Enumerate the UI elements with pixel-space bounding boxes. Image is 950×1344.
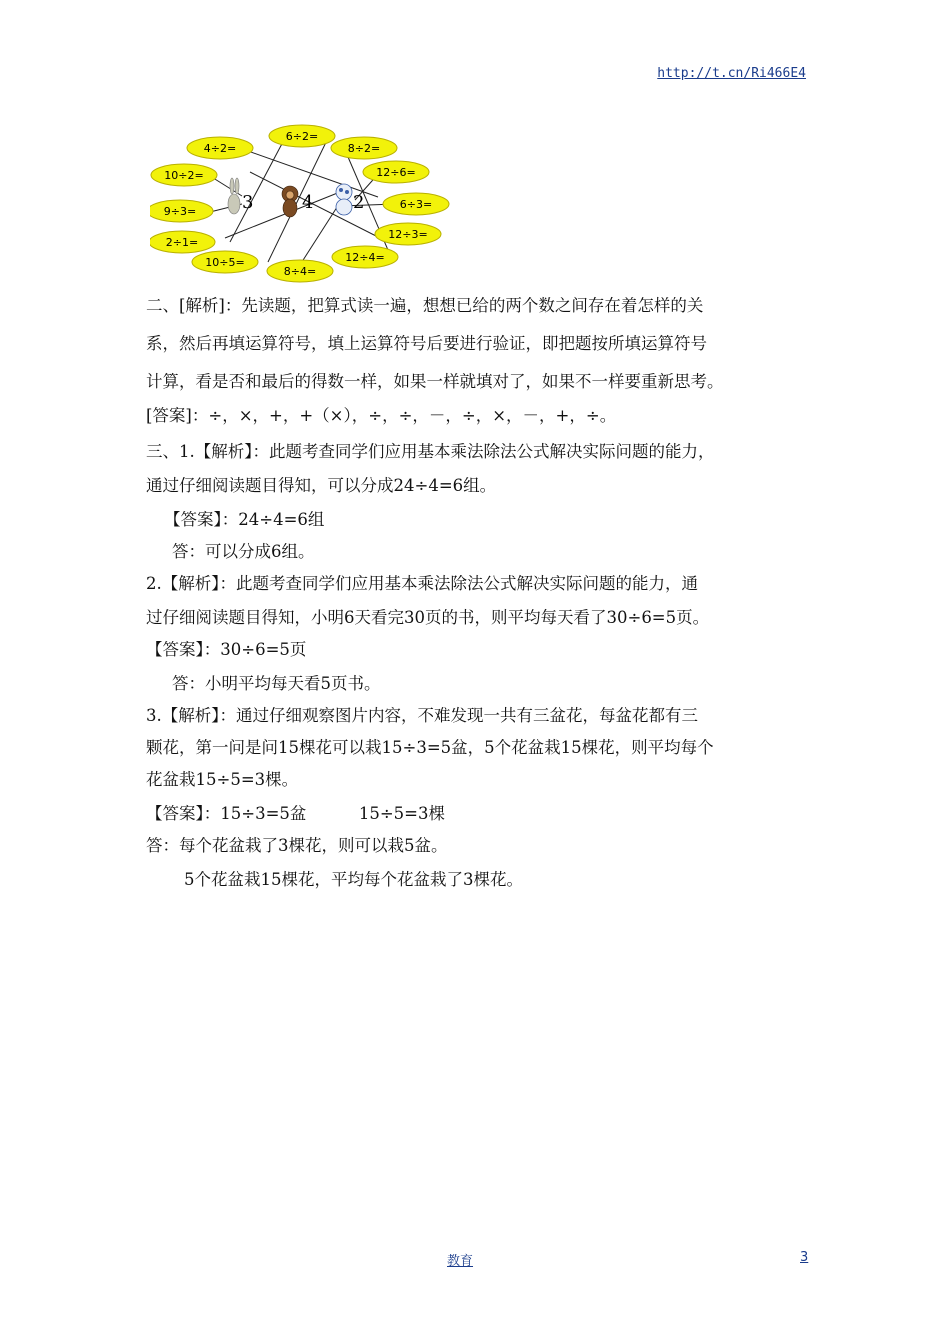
center-number-right: 2 [353, 192, 365, 213]
dog-icon [336, 184, 352, 215]
oval-group [150, 125, 449, 282]
page-number[interactable]: 3 [800, 1250, 809, 1265]
text-line: [答案]：÷，×，+，+（×），÷，÷，－，÷，×，－，+，÷。 [146, 406, 617, 425]
answer-line: 【答案】：15÷3=5盆 15÷5=3棵 [146, 804, 445, 823]
oval-item [150, 200, 213, 222]
oval-item [192, 251, 258, 273]
monkey-icon [282, 186, 298, 217]
oval-label: 6÷3= [399, 198, 433, 211]
oval-label: 9÷3= [163, 205, 197, 218]
text-line: 计算，看是否和最后的得数一样，如果一样就填对了，如果不一样要重新思考。 [146, 372, 724, 391]
matching-diagram [150, 122, 470, 290]
center-number-middle: 4 [302, 192, 314, 213]
oval-label: 12÷6= [376, 166, 416, 179]
text-line: 系，然后再填运算符号，填上运算符号后要进行验证，即把题按所填运算符号 [146, 334, 707, 353]
text-line: 颗花，第一问是问15棵花可以栽15÷3=5盆，5个花盆栽15棵花，则平均每个 [146, 738, 714, 757]
text-line: 二、[解析]：先读题，把算式读一遍，想想已给的两个数之间存在着怎样的关 [146, 296, 704, 315]
oval-item [332, 246, 398, 268]
text-line: 2.【解析】：此题考查同学们应用基本乘法除法公式解决实际问题的能力，通 [146, 574, 698, 593]
oval-item [150, 231, 215, 253]
oval-label: 12÷3= [388, 228, 428, 241]
oval-item [375, 223, 441, 245]
oval-label: 10÷5= [205, 256, 245, 269]
oval-label: 10÷2= [164, 169, 204, 182]
text-line: 通过仔细阅读题目得知，可以分成24÷4=6组。 [146, 476, 497, 495]
oval-label: 8÷2= [347, 142, 381, 155]
oval-label: 8÷4= [283, 265, 317, 278]
reply-line: 答：小明平均每天看5页书。 [172, 674, 381, 693]
text-line: 3.【解析】：通过仔细观察图片内容，不难发现一共有三盆花，每盆花都有三 [146, 706, 698, 725]
oval-item [383, 193, 449, 215]
oval-item [269, 125, 335, 147]
reply-line: 答：可以分成6组。 [172, 542, 315, 561]
oval-label: 2÷1= [165, 236, 199, 249]
oval-item [151, 164, 217, 186]
oval-item [187, 137, 253, 159]
text-line: 花盆栽15÷5=3棵。 [146, 770, 299, 789]
text-line: 过仔细阅读题目得知，小明6天看完30页的书，则平均每天看了30÷6=5页。 [146, 608, 710, 627]
oval-label: 12÷4= [345, 251, 385, 264]
footer-link[interactable]: 教育 [447, 1254, 474, 1269]
reply-line: 答：每个花盆栽了3棵花，则可以栽5盆。 [146, 836, 448, 855]
text-line: 三、1.【解析】：此题考查同学们应用基本乘法除法公式解决实际问题的能力， [146, 442, 715, 461]
header-link[interactable]: http://t.cn/Ri466E4 [657, 66, 806, 81]
reply-line: 5个花盆栽15棵花，平均每个花盆栽了3棵花。 [184, 870, 523, 889]
oval-label: 6÷2= [285, 130, 319, 143]
oval-item [363, 161, 429, 183]
oval-item [267, 260, 333, 282]
center-number-left: 3 [242, 192, 254, 213]
rabbit-icon [228, 178, 240, 214]
oval-item [331, 137, 397, 159]
answer-line: 【答案】：24÷4=6组 [164, 510, 325, 529]
oval-label: 4÷2= [203, 142, 237, 155]
matching-figure [150, 122, 470, 290]
answer-line: 【答案】：30÷6=5页 [146, 640, 307, 659]
